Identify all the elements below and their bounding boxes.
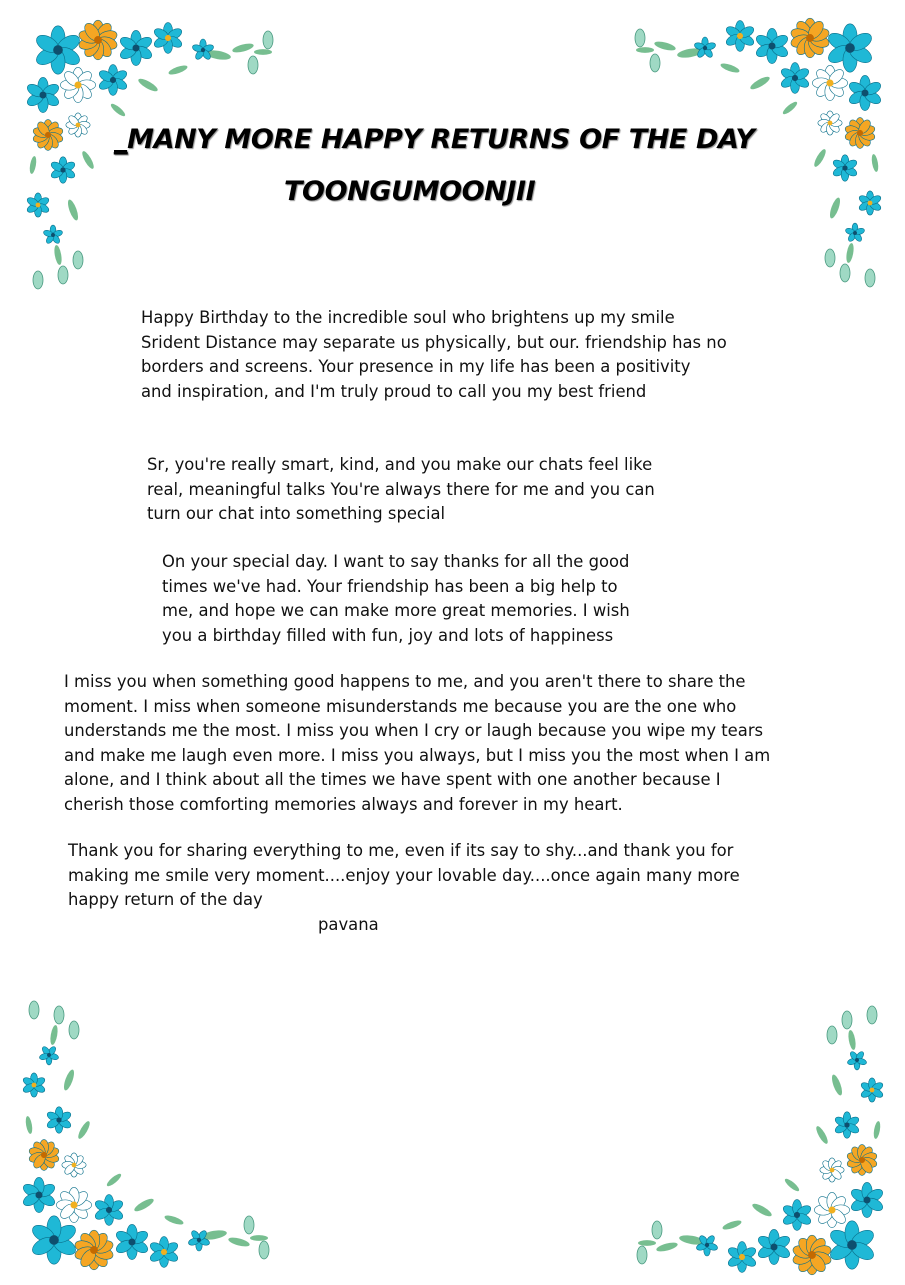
title-lead-mark: _	[114, 124, 128, 155]
text-line: cherish those comforting memories always and forever in my heart.	[64, 794, 623, 814]
text-line: you a birthday filled with fun, joy and lots of happiness	[162, 625, 614, 645]
signature: pavana	[318, 915, 379, 934]
page-title	[114, 124, 755, 155]
text-line: times we've had. Your friendship has been a big help to	[162, 576, 618, 596]
text-line: On your special day. I want to say thanks for all the good	[162, 552, 630, 571]
text-line: me, and hope we can make more great memories. I wish	[162, 601, 630, 621]
text-line: I miss you when something good happens to me, and you aren't there to share the	[64, 672, 746, 691]
text-line: alone, and I think about all the times we have spent with one another because I	[64, 770, 721, 790]
floral-corner-icon	[14, 990, 284, 1280]
text-line: Happy Birthday to the incredible soul who brightens up my smile	[141, 308, 675, 327]
title-text: MANY MORE HAPPY RETURNS OF THE DAY	[127, 124, 755, 155]
floral-corner-icon	[18, 10, 288, 300]
text-line: Thank you for sharing everything to me, even if its say to shy...and thank you for	[68, 841, 734, 860]
text-line: and make me laugh even more. I miss you always, but I miss you the most when I am	[64, 745, 771, 765]
text-line: happy return of the day	[68, 890, 263, 910]
text-line: real, meaningful talks You're always there for me and you can	[147, 479, 655, 499]
paragraph-closing	[68, 839, 740, 913]
recipient-name: TOONGUMOONJII	[284, 176, 536, 207]
text-line: and inspiration, and I'm truly proud to call you my best friend	[141, 381, 647, 401]
floral-corner-bottom-left-icon	[14, 990, 284, 1280]
floral-corner-top-left-icon	[18, 10, 288, 300]
floral-corner-bottom-right-icon	[622, 995, 892, 1285]
floral-corner-icon	[622, 995, 892, 1285]
paragraph-thanks	[162, 550, 630, 648]
paragraph-compliment	[147, 453, 655, 527]
text-line: borders and screens. Your presence in my life has been a positivity	[141, 357, 691, 377]
text-line: understands me the most. I miss you when I cry or laugh because you wipe my tears	[64, 721, 764, 741]
text-line: making me smile very moment....enjoy your lovable day....once again many more	[68, 865, 740, 885]
text-line: Sr, you're really smart, kind, and you make our chats feel like	[147, 455, 653, 474]
text-line: Srident Distance may separate us physically, but our. friendship has no	[141, 332, 727, 352]
text-line: turn our chat into something special	[147, 504, 446, 524]
paragraph-birthday-wish	[141, 306, 727, 404]
paragraph-miss-you	[64, 670, 770, 818]
text-line: moment. I miss when someone misunderstands me because you are the one who	[64, 696, 737, 716]
